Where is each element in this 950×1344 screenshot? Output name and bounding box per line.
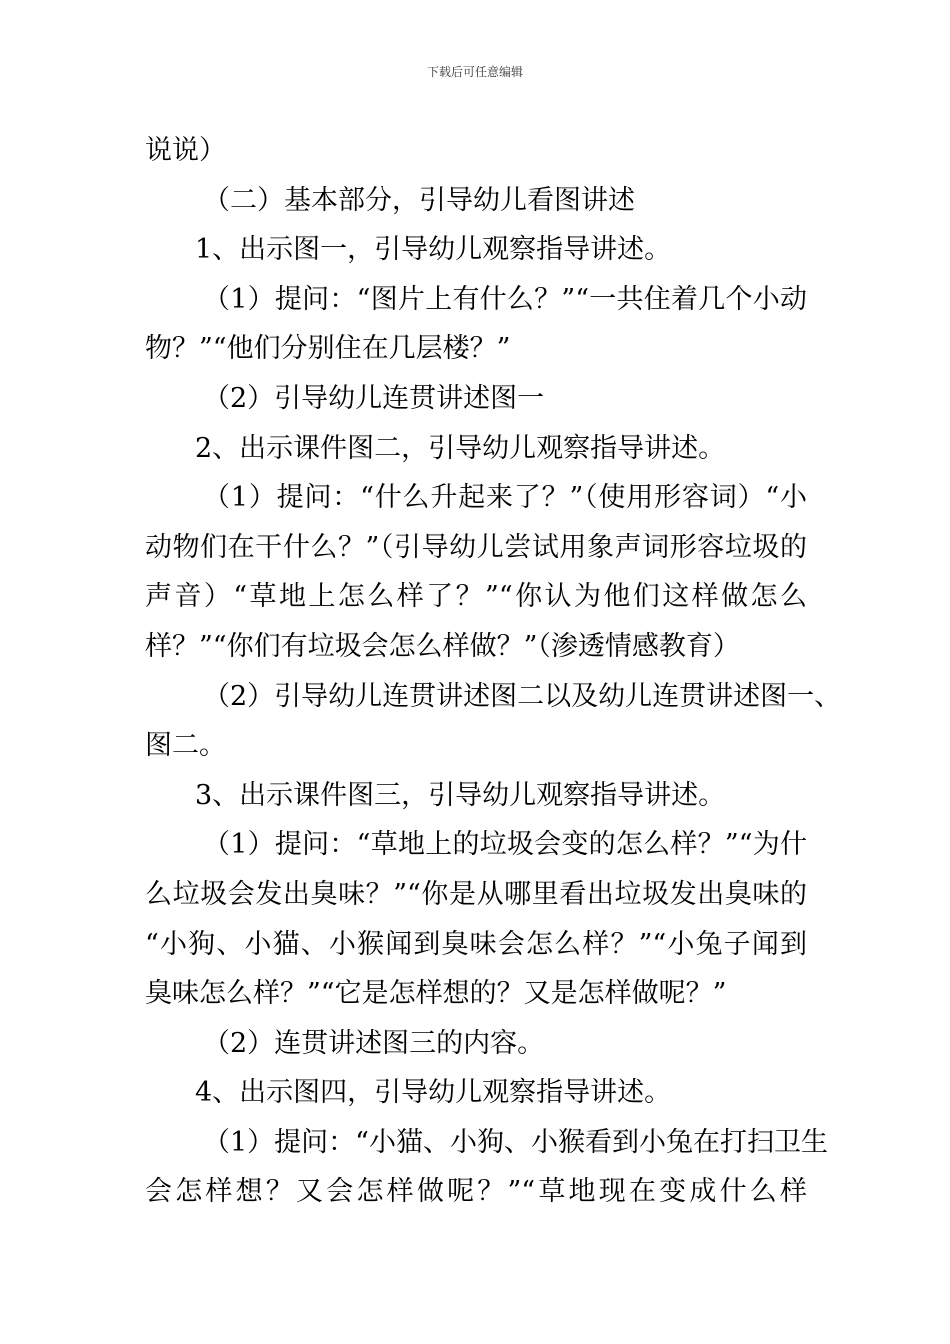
text-line: “小狗、小猫、小猴闻到臭味会怎么样？”“小兔子闻到 [145,928,807,960]
document-body [145,126,842,1217]
text-line: （1）提问：“什么升起来了？”（使用形容词）“小 [203,482,807,514]
text-line: （1）提问：“小猫、小狗、小猴看到小兔在打扫卫生 [203,1126,828,1158]
text-line: 图二。 [145,730,226,762]
text-line: （2）连贯讲述图三的内容。 [203,1027,545,1059]
page-header-note: 下载后可任意编辑 [426,65,523,79]
section-heading: （二）基本部分，引导幼儿看图讲述 [203,184,635,216]
text-line: 么垃圾会发出臭味？”“你是从哪里看出垃圾发出臭味的 [145,878,807,910]
text-line: 动物们在干什么？”（引导幼儿尝试用象声词形容垃圾的 [145,531,807,563]
step-heading: 4、出示图四，引导幼儿观察指导讲述。 [195,1077,672,1109]
text-line: （2）引导幼儿连贯讲述图二以及幼儿连贯讲述图一、 [203,680,842,712]
text-line: 物？”“他们分别住在几层楼？” [145,333,511,365]
text-line: 声音）“草地上怎么样了？”“你认为他们这样做怎么 [145,581,807,613]
step-heading: 1、出示图一，引导幼儿观察指导讲述。 [195,234,672,266]
text-line: （2）引导幼儿连贯讲述图一 [203,382,545,414]
text-line: （1）提问：“图片上有什么？”“一共住着几个小动 [203,283,807,315]
text-line: 样？”“你们有垃圾会怎么样做？”（渗透情感教育） [145,630,740,662]
text-line: 说说） [145,135,226,166]
text-line: 臭味怎么样？”“它是怎样想的？又是怎样做呢？” [145,978,727,1010]
step-heading: 2、出示课件图二，引导幼儿观察指导讲述。 [195,432,726,464]
text-line: 会怎样想？又会怎样做呢？”“草地现在变成什么样 [145,1176,807,1208]
step-heading: 3、出示课件图三，引导幼儿观察指导讲述。 [195,779,726,811]
text-line: （1）提问：“草地上的垃圾会变的怎么样？”“为什 [203,829,807,861]
